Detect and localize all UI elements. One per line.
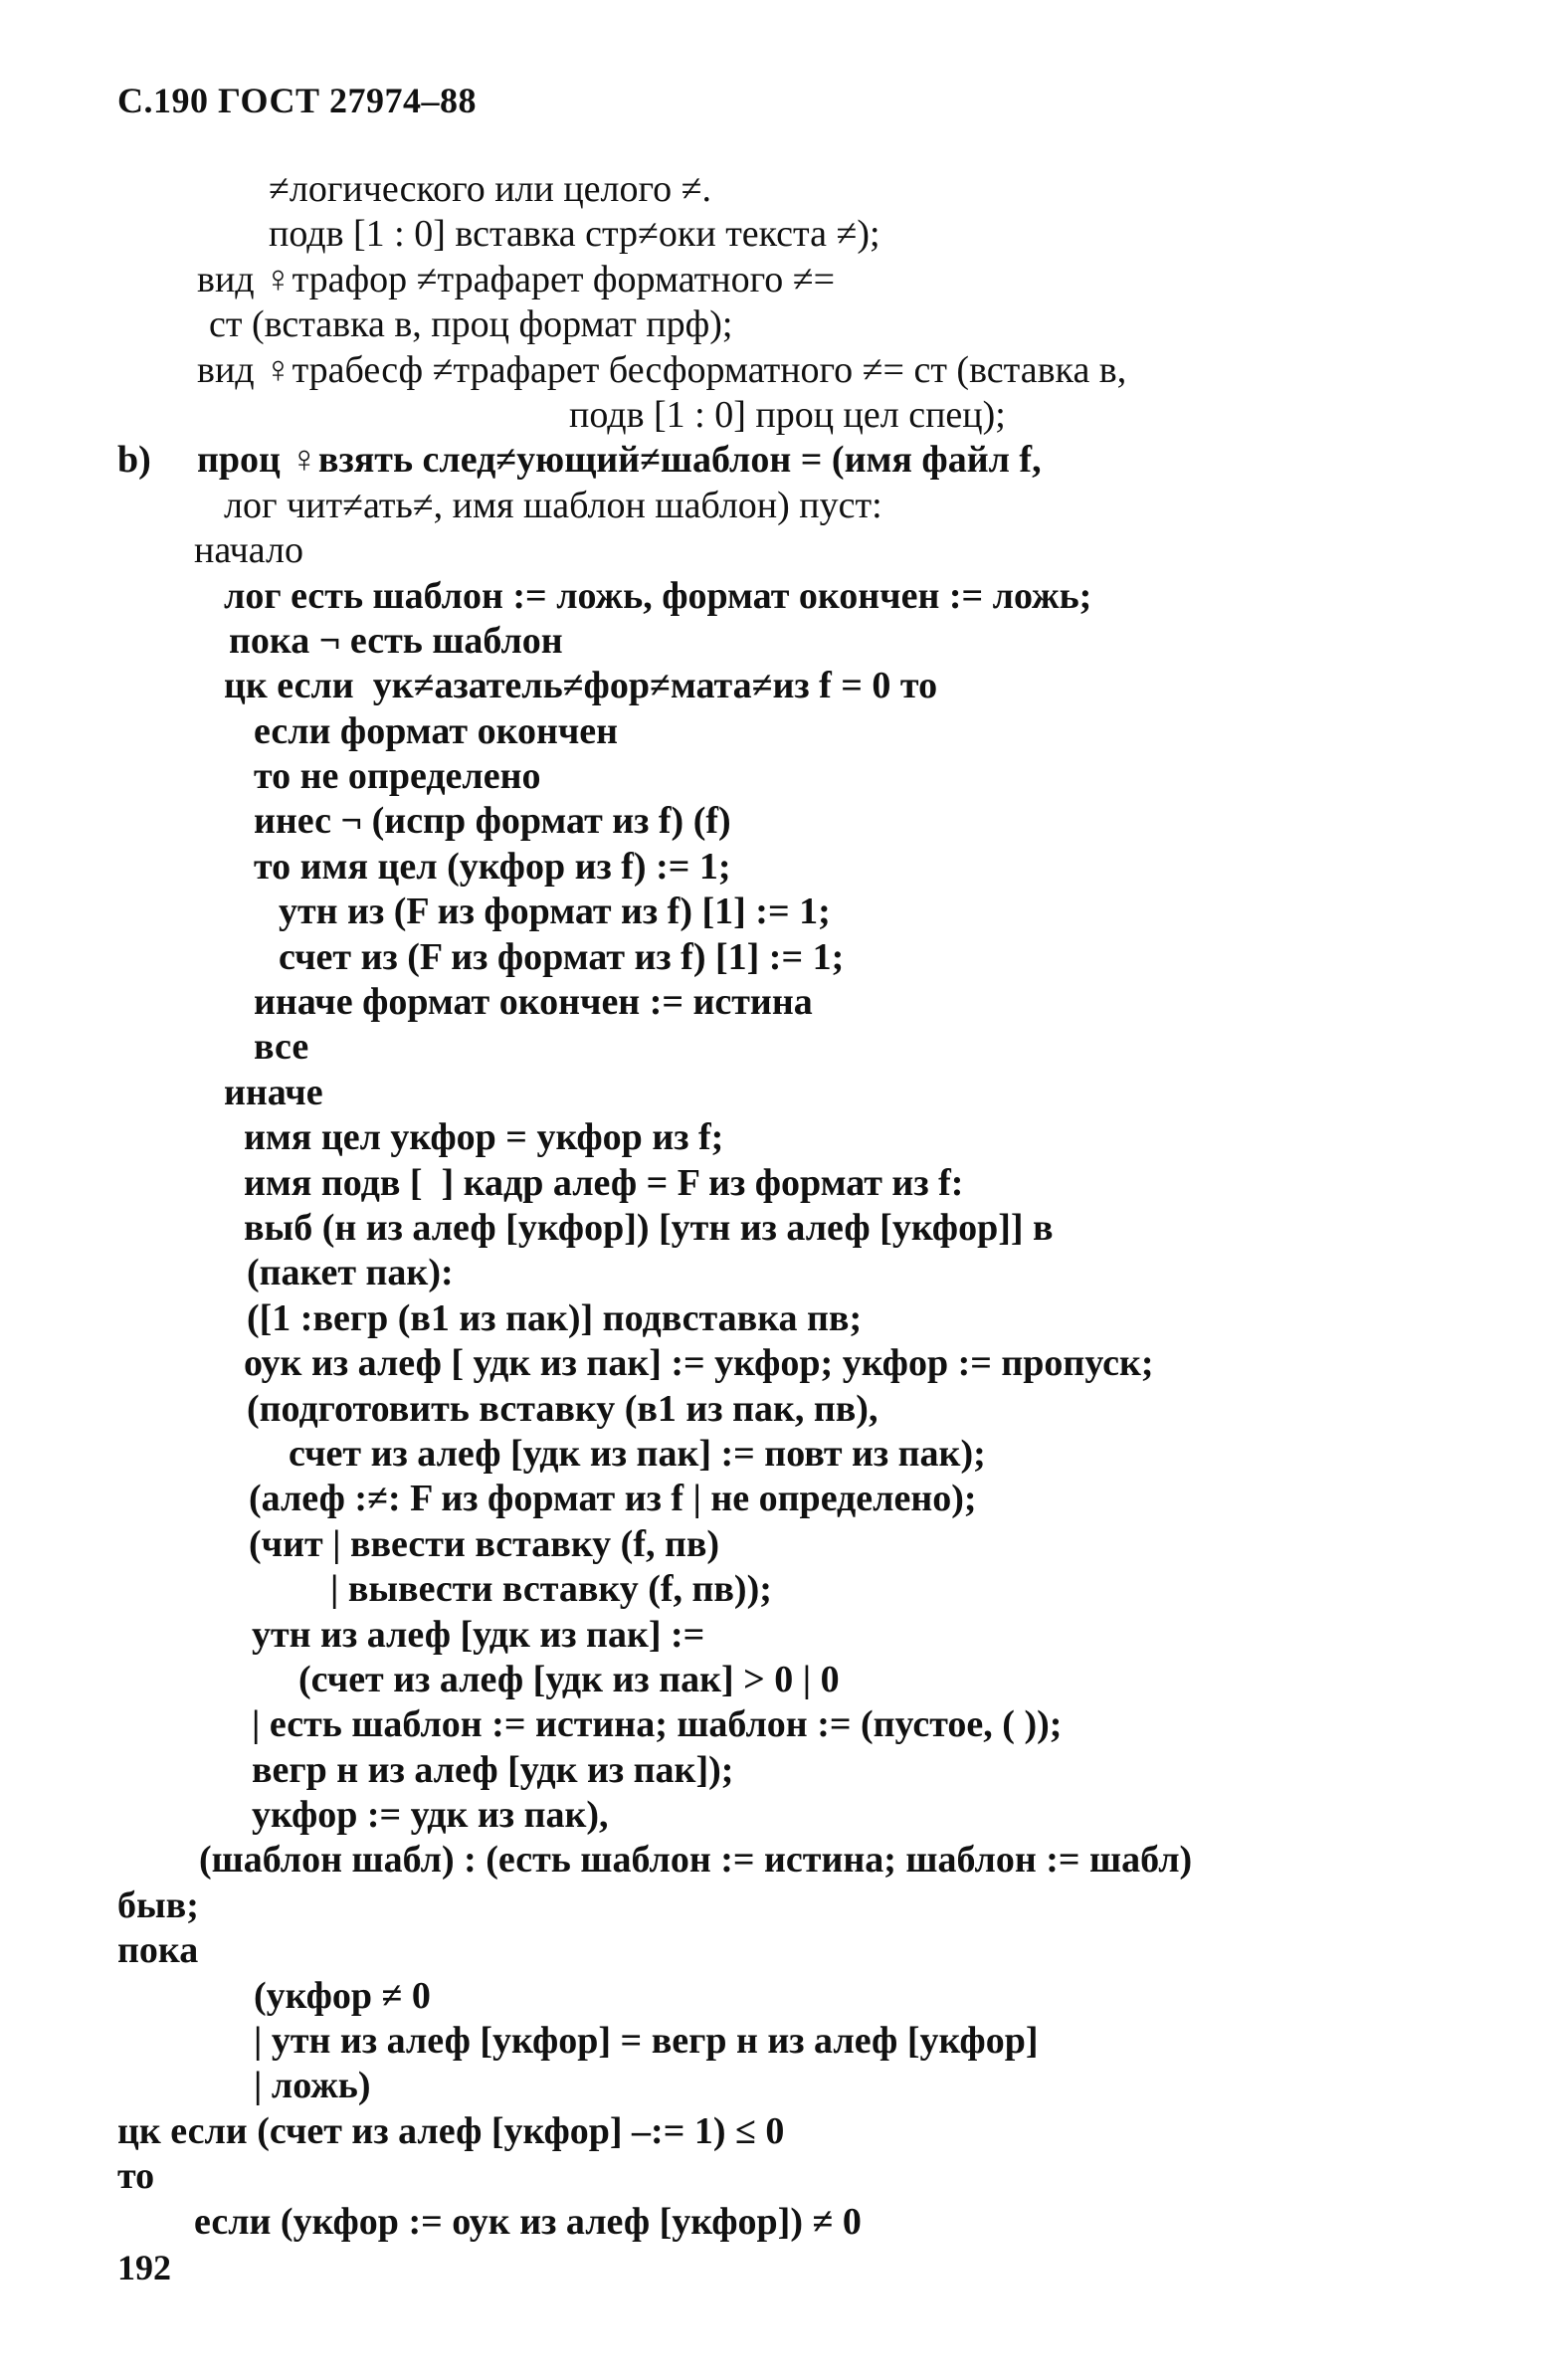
code-line	[0, 754, 1561, 799]
code-text: утн из алеф [удк из пак] :=	[252, 1613, 705, 1656]
code-line	[0, 484, 1561, 528]
code-line	[0, 528, 1561, 573]
code-line	[0, 393, 1561, 438]
code-line	[0, 1206, 1561, 1251]
code-line	[0, 1115, 1561, 1160]
code-line	[0, 1025, 1561, 1070]
code-line	[0, 890, 1561, 934]
code-line	[0, 709, 1561, 754]
code-line	[0, 348, 1561, 393]
code-line	[0, 302, 1561, 347]
code-text: если формат окончен	[254, 709, 619, 752]
code-text: начало	[194, 529, 303, 572]
code-line	[0, 1793, 1561, 1838]
code-text: лог чит≠ать≠, имя шаблон шаблон) пуст:	[224, 484, 882, 526]
code-listing	[0, 167, 1561, 2245]
code-line	[0, 1974, 1561, 2019]
page-header: С.190 ГОСТ 27974–88	[117, 81, 477, 120]
code-text: проц ♀взять след≠ующий≠шаблон = (имя файл f,	[197, 439, 1042, 482]
code-text: если (укфор := оук из алеф [укфор]) ≠ 0	[194, 2200, 862, 2243]
code-text: (чит | ввести вставку (f, пв)	[249, 1522, 720, 1565]
code-line	[0, 1748, 1561, 1793]
code-line	[0, 1296, 1561, 1341]
code-line	[0, 980, 1561, 1025]
code-line	[0, 258, 1561, 302]
code-text: вегр н из алеф [удк из пак]);	[252, 1748, 734, 1791]
code-line	[0, 1613, 1561, 1658]
code-line	[0, 935, 1561, 980]
code-line	[0, 845, 1561, 890]
code-text: то	[117, 2155, 155, 2198]
code-line	[0, 1838, 1561, 1883]
code-line	[0, 799, 1561, 844]
code-text: ≠логического или целого ≠.	[269, 168, 711, 210]
code-line	[0, 167, 1561, 212]
code-text: | ложь)	[254, 2065, 371, 2107]
code-line	[0, 1161, 1561, 1206]
code-text: ([1 :вегр (в1 из пак)] подвставка пв;	[247, 1296, 863, 1339]
code-line	[0, 2019, 1561, 2064]
code-text: счет из (F из формат из f) [1] := 1;	[279, 935, 845, 978]
code-text: подв [1 : 0] вставка стр≠оки текста ≠);	[269, 213, 880, 256]
code-text: оук из алеф [ удк из пак] := укфор; укфор := пропуск;	[244, 1342, 1154, 1385]
code-text: (укфор ≠ 0	[254, 1974, 431, 2017]
code-text: | есть шаблон := истина; шаблон := (пустое, ( ));	[252, 1703, 1063, 1746]
code-text: цк если ук≠азатель≠фор≠мата≠из f = 0 то	[224, 665, 938, 707]
code-text: вид ♀трафор ≠трафарет форматного ≠=	[197, 258, 836, 300]
code-text: (счет из алеф [удк из пак] > 0 | 0	[298, 1658, 840, 1700]
code-line	[0, 1928, 1561, 1973]
code-line	[0, 1522, 1561, 1567]
page-number: 192	[117, 2248, 171, 2287]
code-line	[0, 574, 1561, 619]
code-text: (алеф :≠: F из формат из f | не определено);	[249, 1478, 977, 1520]
code-text: (подготовить вставку (в1 из пак, пв),	[247, 1387, 878, 1430]
code-text: то имя цел (укфор из f) := 1;	[254, 845, 731, 888]
code-line	[0, 1702, 1561, 1747]
code-text: все	[254, 1026, 309, 1069]
code-text: то не определено	[254, 755, 541, 798]
code-text: выб (н из алеф [укфор]) [утн из алеф [укфор]] в	[244, 1206, 1054, 1249]
code-line	[0, 2064, 1561, 2108]
item-marker: b)	[117, 439, 151, 482]
code-text: подв [1 : 0] проц цел спец);	[569, 393, 1006, 436]
code-text: укфор := удк из пак),	[252, 1794, 609, 1837]
code-text: пока ¬ есть шаблон	[229, 619, 563, 662]
code-text: имя цел укфор = укфор из f;	[244, 1116, 724, 1159]
code-line	[0, 212, 1561, 257]
code-line	[0, 1341, 1561, 1386]
code-text: иначе	[224, 1071, 323, 1113]
code-line	[0, 1884, 1561, 1928]
code-text: имя подв [ ] кадр алеф = F из формат из f:	[244, 1161, 964, 1204]
code-text: пока	[117, 1929, 199, 1972]
code-line	[0, 1432, 1561, 1477]
code-text: цк если (счет из алеф [укфор] –:= 1) ≤ 0	[117, 2109, 785, 2152]
code-text: (шаблон шабл) : (есть шаблон := истина; шаблон := шабл)	[199, 1839, 1193, 1882]
code-line	[0, 2200, 1561, 2245]
code-text: | вывести вставку (f, пв));	[330, 1568, 772, 1611]
code-text: быв;	[117, 1884, 199, 1926]
code-line	[0, 1071, 1561, 1115]
code-text: вид ♀трабесф ≠трафарет бесформатного ≠= ст (вставка в,	[197, 348, 1127, 391]
code-line	[0, 1387, 1561, 1432]
code-text: инес ¬ (испр формат из f) (f)	[254, 800, 731, 843]
code-text: ст (вставка в, проц формат прф);	[209, 303, 733, 346]
code-text: иначе формат окончен := истина	[254, 981, 813, 1024]
code-line	[0, 664, 1561, 708]
code-text: (пакет пак):	[247, 1252, 454, 1294]
code-text: | утн из алеф [укфор] = вегр н из алеф [укфор]	[254, 2020, 1039, 2063]
code-line	[0, 2154, 1561, 2199]
code-line	[0, 1658, 1561, 1702]
code-text: счет из алеф [удк из пак] := повт из пак);	[289, 1432, 986, 1475]
code-line	[0, 619, 1561, 664]
code-line	[0, 438, 1561, 483]
code-text: лог есть шаблон := ложь, формат окончен := ложь;	[224, 574, 1092, 617]
code-text: утн из (F из формат из f) [1] := 1;	[279, 891, 831, 933]
code-line	[0, 1251, 1561, 1295]
code-line	[0, 1567, 1561, 1612]
code-line	[0, 2109, 1561, 2154]
code-line	[0, 1477, 1561, 1521]
